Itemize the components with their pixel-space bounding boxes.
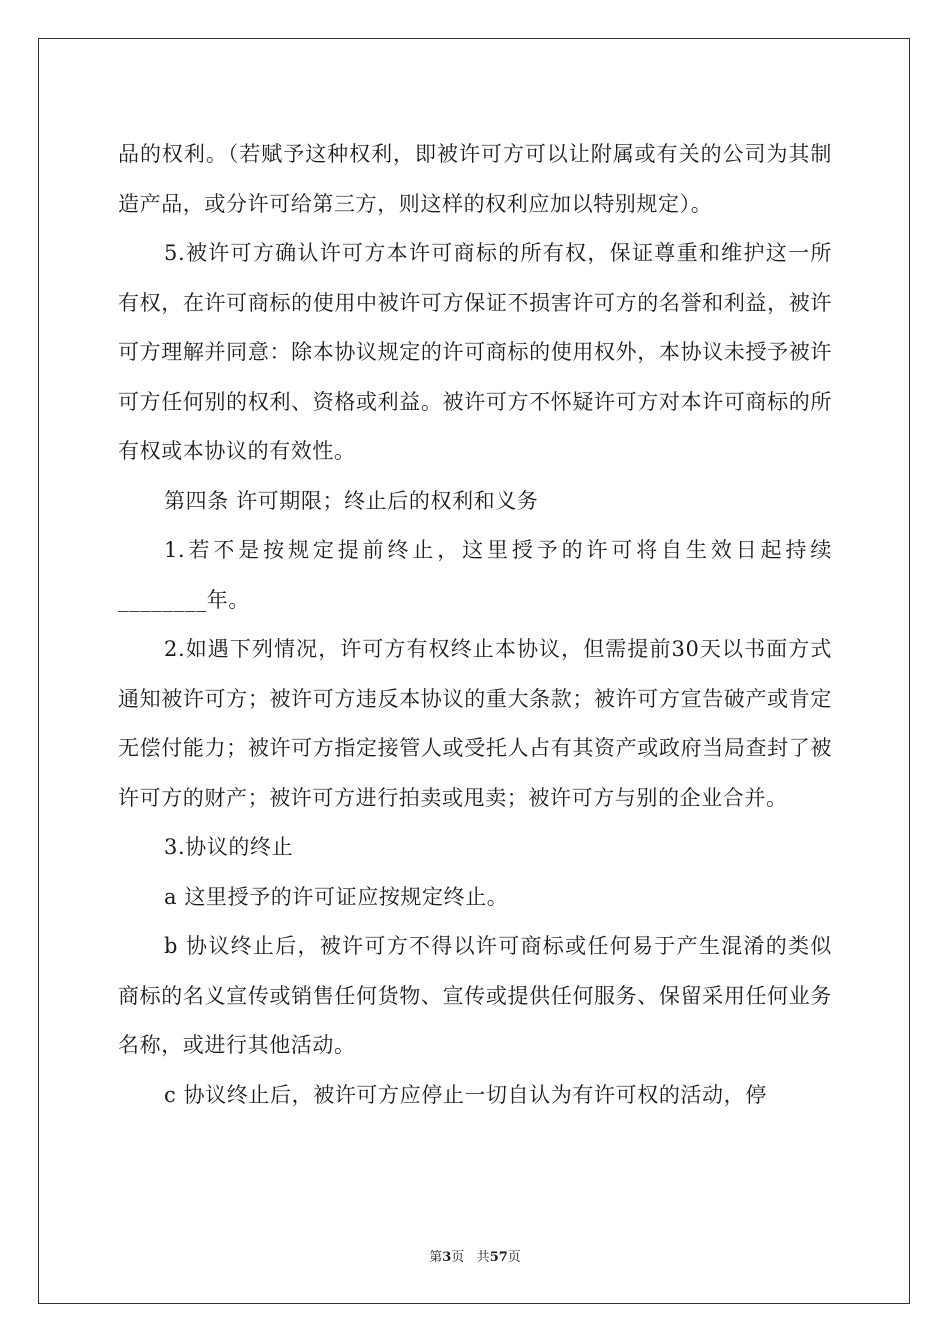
page-number: 3 xyxy=(442,1250,452,1265)
page-footer xyxy=(0,1246,950,1265)
paragraph-8: b 协议终止后，被许可方不得以许可商标或任何易于产生混淆的类似商标的名义宣传或销售任何货物、宣传或提供任何服务、保留采用任何业务名称，或进行其他活动。 xyxy=(118,934,832,1057)
paragraph-9: c 协议终止后，被许可方应停止一切自认为有许可权的活动，停 xyxy=(164,1082,767,1107)
page-prefix: 第 xyxy=(429,1250,443,1265)
paragraph-4: 1.若不是按规定提前终止，这里授予的许可将自生效日起持续________年。 xyxy=(118,538,832,612)
paragraph-6: 3.协议的终止 xyxy=(164,835,294,859)
total-suffix: 页 xyxy=(507,1250,521,1265)
section-heading: 第四条 许可期限；终止后的权利和义务 xyxy=(164,488,539,513)
page-suffix: 页 xyxy=(451,1250,465,1265)
paragraph-5: 2.如遇下列情况，许可方有权终止本协议，但需提前30天以书面方式通知被许可方；被许可方违反本协议的重大条款；被许可方宣告破产或肯定无偿付能力；被许可方指定接管人或受托人占有其资产或政府当局查封了被许可方的财产；被许可方进行拍卖或甩卖；被许可方与别的企业合并。 xyxy=(118,637,832,810)
total-pages: 57 xyxy=(489,1250,508,1265)
paragraph-2: 5.被许可方确认许可方本许可商标的所有权，保证尊重和维护这一所有权，在许可商标的使用中被许可方保证不损害许可方的名誉和利益，被许可方理解并同意：除本协议规定的许可商标的使用权外，本协议未授予被许可方任何别的权利、资格或利益。被许可方不怀疑许可方对本许可商标的所有权或本协议的有效性。 xyxy=(118,241,832,463)
document-body xyxy=(118,130,832,1120)
total-prefix: 共 xyxy=(476,1250,490,1265)
paragraph-7: a 这里授予的许可证应按规定终止。 xyxy=(164,884,509,909)
paragraph-1: 品的权利。（若赋予这种权利，即被许可方可以让附属或有关的公司为其制造产品，或分许可给第三方，则这样的权利应加以特别规定）。 xyxy=(118,142,832,216)
